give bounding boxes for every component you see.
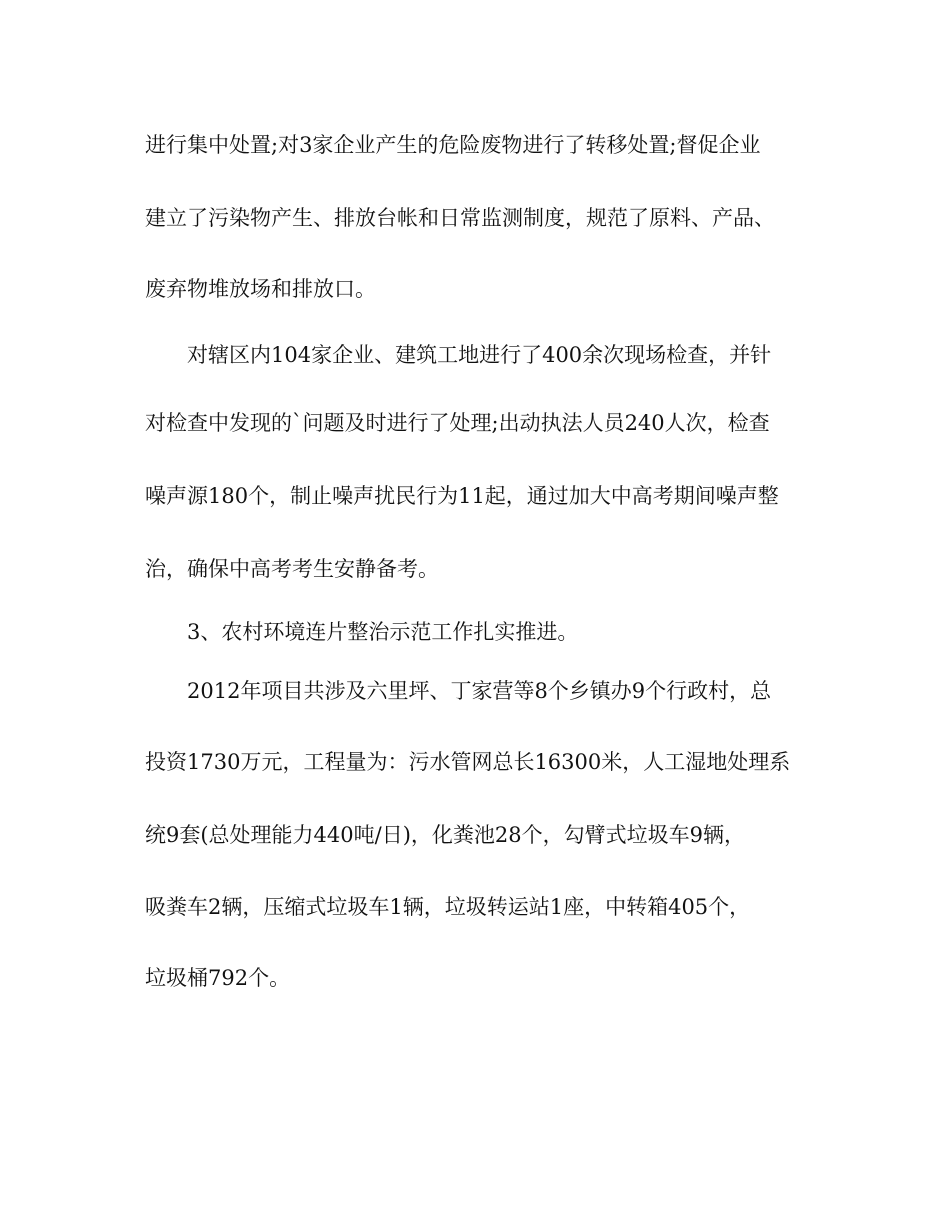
paragraph-line: 废弃物堆放场和排放口。 bbox=[145, 277, 376, 301]
section-heading: 3、农村环境连片整治示范工作扎实推进。 bbox=[187, 620, 579, 644]
paragraph-line: 投资1730万元，工程量为：污水管网总长16300米，人工湿地处理系 bbox=[145, 750, 791, 774]
paragraph-line: 进行集中处置;对3家企业产生的危险废物进行了转移处置;督促企业 bbox=[145, 133, 761, 157]
paragraph-line: 对辖区内104家企业、建筑工地进行了400余次现场检查，并针 bbox=[187, 343, 772, 367]
paragraph-line: 治，确保中高考考生安静备考。 bbox=[145, 557, 439, 581]
paragraph-line: 2012年项目共涉及六里坪、丁家营等8个乡镇办9个行政村，总 bbox=[187, 679, 772, 703]
paragraph-line: 建立了污染物产生、排放台帐和日常监测制度，规范了原料、产品、 bbox=[145, 206, 775, 230]
paragraph-line: 垃圾桶792个。 bbox=[145, 966, 291, 990]
paragraph-line: 吸粪车2辆，压缩式垃圾车1辆，垃圾转运站1座，中转箱405个， bbox=[145, 895, 751, 919]
paragraph-line: 统9套(总处理能力440吨/日)，化粪池28个，勾臂式垃圾车9辆， bbox=[145, 823, 745, 847]
paragraph-line: 噪声源180个，制止噪声扰民行为11起，通过加大中高考期间噪声整 bbox=[145, 484, 779, 508]
paragraph-line: 对检查中发现的`问题及时进行了处理;出动执法人员240人次，检查 bbox=[145, 411, 770, 435]
